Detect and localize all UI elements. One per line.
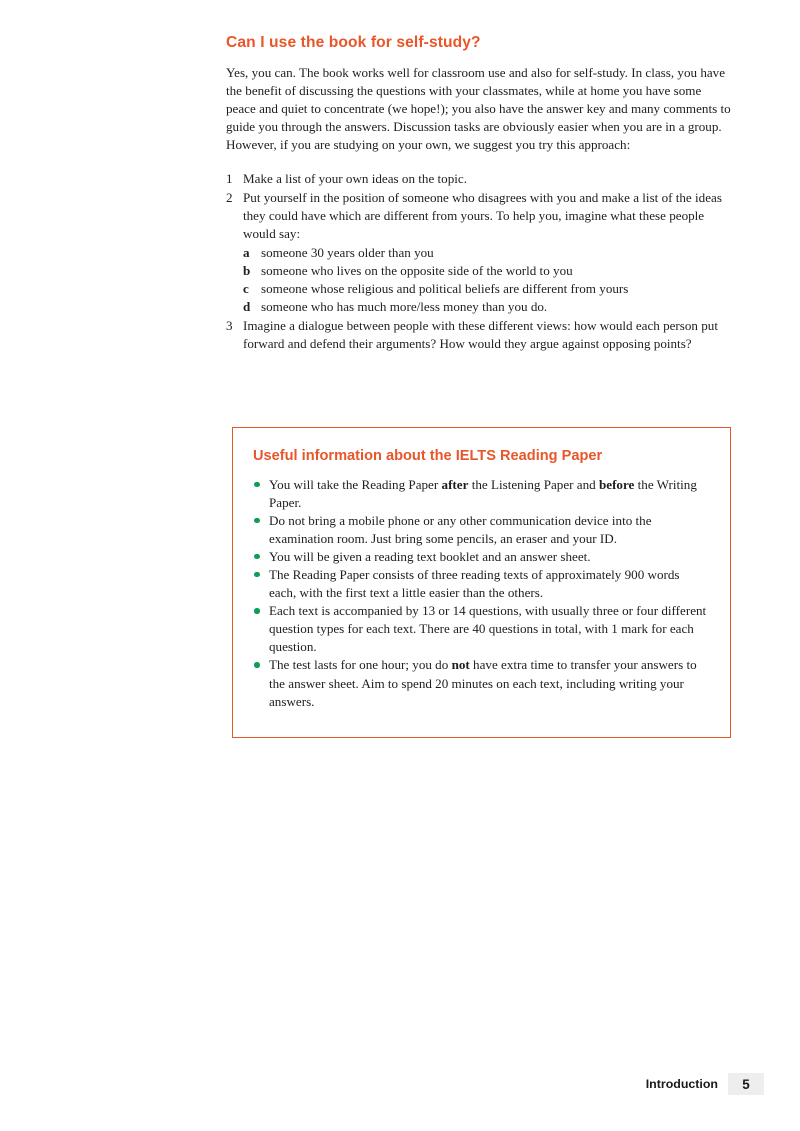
list-item [253, 656, 708, 710]
list-item [253, 548, 708, 566]
list-item [253, 512, 708, 548]
page-footer [646, 1073, 764, 1095]
bullet-dot-icon [254, 518, 260, 524]
useful-information-box [232, 427, 731, 738]
list-item [253, 566, 708, 602]
list-item-text [269, 513, 652, 546]
bullet-dot-icon [254, 482, 260, 488]
sub-list [243, 244, 734, 316]
sub-list-item-text: someone 30 years older than you [261, 244, 434, 260]
list-item-text [269, 549, 591, 564]
bullet-dot-icon [254, 608, 260, 614]
list-item [226, 170, 734, 188]
plain-text: Each text is accompanied by 13 or 14 questions, with usually three or four different question types for each text. There are 40 questions in total, with 1 mark for each question. [269, 603, 707, 655]
emphasis-text: before [598, 476, 635, 492]
footer-page-number: 5 [728, 1073, 764, 1095]
list-item [253, 476, 708, 512]
footer-section-label: Introduction [645, 1077, 718, 1091]
page-title: Can I use the book for self-study? [226, 34, 481, 51]
bullet-dot-icon [254, 572, 260, 578]
intro-paragraph: Yes, you can. The book works well for classroom use and also for self-study. In class, you have the benefit of discussing the questions with your classmates, while at home you have some peace and quiet to concentrate (we hope!); you also have the answer key and many comments to guide you through the answers. Discussion tasks are obviously easier when you are in a group. However, if you are studying on your own, we suggest you try this approach: [226, 64, 731, 153]
list-item-text: Make a list of your own ideas on the topic. [243, 171, 468, 187]
plain-text: Do not bring a mobile phone or any other communication device into the examination room. Just bring some pencils, an eraser and your ID. [269, 512, 652, 546]
plain-text: The test lasts for one hour; you do [269, 657, 452, 673]
plain-text: You will be given a reading text booklet and an answer sheet. [269, 548, 591, 564]
sub-list-item [243, 244, 734, 262]
list-item [226, 189, 734, 316]
sub-list-item-text: someone who has much more/less money than you do. [261, 298, 548, 314]
emphasis-text: after [441, 476, 469, 492]
sub-list-item-text: someone who lives on the opposite side of the world to you [261, 262, 573, 278]
plain-text: The Reading Paper consists of three reading texts of approximately 900 words each, with the first text a little easier than the others. [269, 566, 680, 601]
list-item-marker: 3 [226, 317, 233, 333]
plain-text: the Listening Paper and [468, 476, 599, 492]
list-item-text [269, 567, 680, 600]
plain-text: have extra time to transfer your answers to the answer sheet. Aim to spend 20 minutes on each text, including writing your answers. [269, 657, 697, 709]
sub-list-item-marker: c [243, 280, 249, 296]
sub-list-item-marker: b [243, 262, 251, 278]
list-item-text: Put yourself in the position of someone who disagrees with you and make a list of the ideas they could have which are different from yours. To help you, imagine what these people would say: [243, 190, 722, 242]
approach-steps-list [226, 170, 734, 353]
bullet-dot-icon [254, 662, 260, 668]
plain-text: You will take the Reading Paper [269, 476, 442, 492]
sub-list-item [243, 280, 734, 298]
list-item-text [269, 657, 697, 708]
list-item-text [269, 477, 697, 510]
info-box-title: Useful information about the IELTS Reading Paper [253, 448, 603, 464]
list-item-marker: 1 [226, 171, 233, 187]
list-item-text [269, 603, 706, 654]
bullet-dot-icon [254, 554, 260, 560]
sub-list-item [243, 298, 734, 316]
info-box-bullet-list [253, 476, 708, 711]
list-item-marker: 2 [226, 190, 233, 206]
list-item [226, 317, 734, 353]
plain-text: the Writing Paper. [269, 476, 697, 510]
useful-information-inner [233, 428, 730, 711]
list-item-text: Imagine a dialogue between people with these different views: how would each person put forward and defend their arguments? How would they argue against opposing points? [243, 317, 718, 352]
sub-list-item-marker: d [243, 298, 251, 314]
sub-list-item-marker: a [243, 244, 250, 260]
sub-list-item-text: someone whose religious and political beliefs are different from yours [261, 280, 629, 296]
emphasis-text: not [451, 657, 470, 673]
sub-list-item [243, 262, 734, 280]
main-content [226, 34, 734, 354]
list-item [253, 602, 708, 656]
